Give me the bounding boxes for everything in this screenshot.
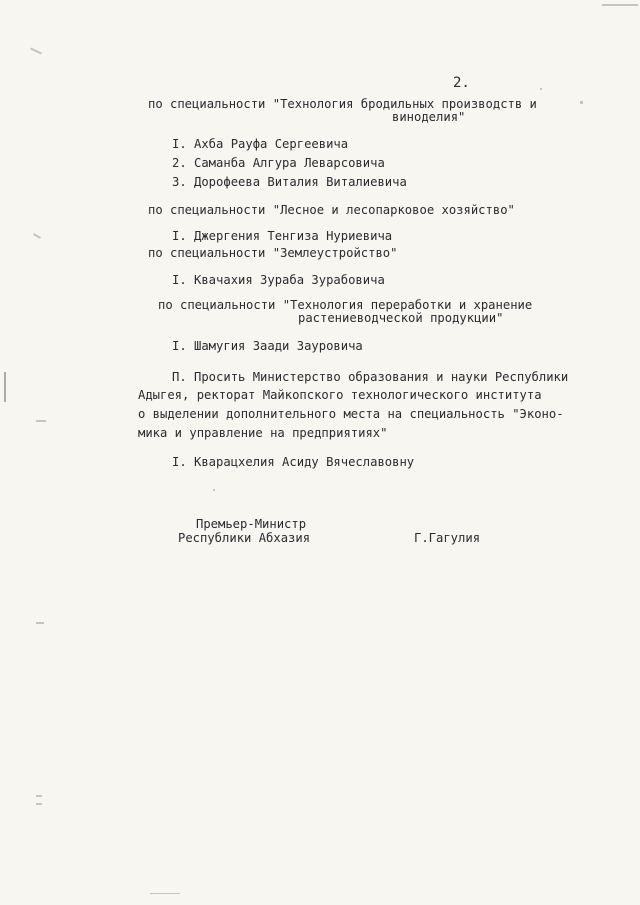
specialty-heading-winemaking-cont: виноделия" [392,110,466,124]
student-line: I. Ахба Рауфа Сергеевича [172,137,349,151]
student-line: I. Кварацхелия Асиду Вячеславовну [172,455,415,469]
point-2-line: Адыгея, ректорат Майкопского технологического института [138,388,542,402]
scan-speck [33,233,41,239]
scan-speck [602,4,638,6]
scan-speck [540,88,542,90]
student-line: I. Джергения Тенгиза Нуриевича [172,229,393,243]
specialty-heading-forestry: по специальности "Лесное и лесопарковое хозяйство" [148,203,515,217]
point-2-line: о выделении дополнительного места на специальность "Эконо- [138,407,564,421]
specialty-heading-crop-processing-cont: растениеводческой продукции" [298,311,504,325]
scan-speck [36,622,44,624]
scan-speck [150,893,180,894]
student-line: 3. Дорофеева Виталия Виталиевича [172,175,407,189]
specialty-heading-winemaking: по специальности "Технология бродильных производств и [148,97,537,111]
scan-speck [580,101,583,104]
scan-speck [36,803,42,805]
page-number: 2. [453,75,470,91]
signatory-title: Премьер-Министр [196,517,307,531]
binding-mark [4,372,6,402]
scan-speck [36,420,46,422]
point-2-line: П. Просить Министерство образования и науки Республики [172,370,569,384]
specialty-heading-crop-processing: по специальности "Технология переработки и хранение [158,298,533,312]
student-line: 2. Саманба Алгура Леварсовича [172,156,385,170]
point-2-line: мика и управление на предприятиях" [138,426,388,440]
scan-speck [36,795,42,797]
student-line: I. Шамугия Заади Зауровича [172,339,363,353]
specialty-heading-land-management: по специальности "Землеустройство" [148,246,398,260]
scan-speck [213,489,215,491]
student-line: I. Квачахия Зураба Зурабовича [172,273,385,287]
scan-speck [30,48,42,55]
signatory-title-country: Республики Абхазия [178,531,311,545]
signatory-name: Г.Гагулия [414,531,481,545]
